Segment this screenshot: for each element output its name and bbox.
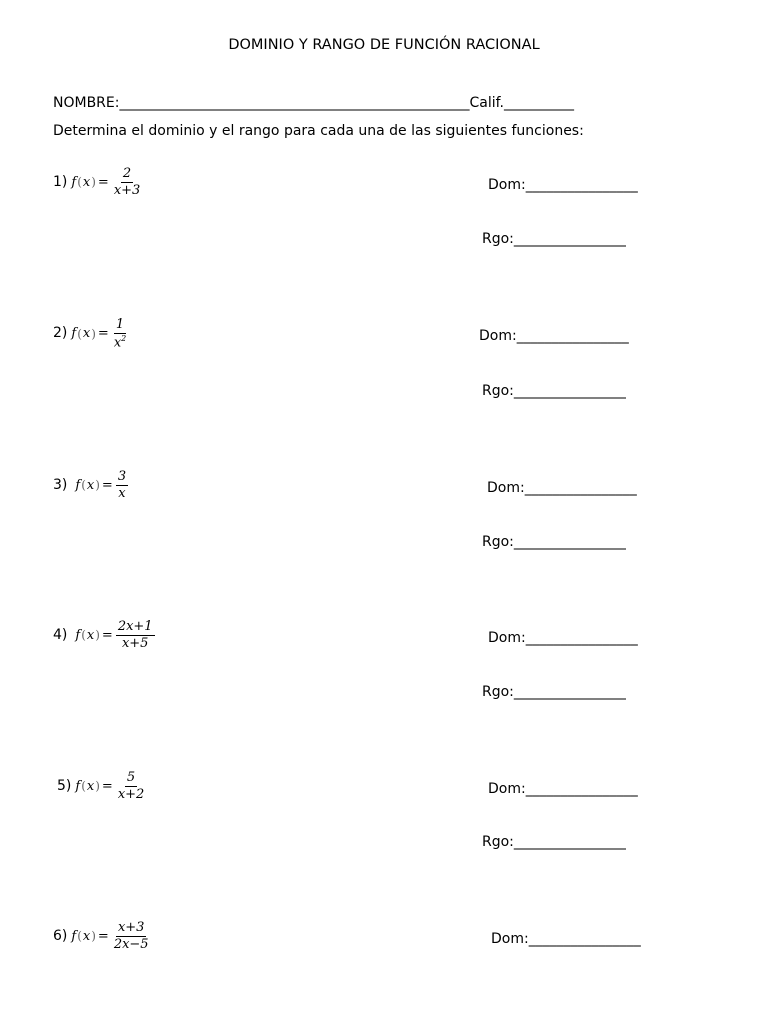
rgo-answer-4: Rgo:________________	[482, 684, 626, 700]
fraction	[116, 620, 155, 650]
function-variable: x	[86, 778, 95, 794]
rgo-answer-2: Rgo:________________	[482, 383, 626, 399]
numerator: 5	[126, 770, 136, 785]
dom-answer-1: Dom:________________	[488, 177, 638, 193]
function-name: f	[71, 174, 77, 190]
dom-answer-4: Dom:________________	[488, 630, 638, 646]
function-name: f	[71, 326, 77, 342]
denominator-base: x	[113, 334, 122, 350]
denominator: x+2	[117, 786, 145, 802]
rgo-answer-5: Rgo:________________	[482, 834, 626, 850]
fraction	[112, 318, 128, 350]
rgo-answer-3: Rgo:________________	[482, 534, 626, 550]
problem-number: 1)	[53, 173, 68, 190]
fraction	[116, 771, 147, 801]
problem-4	[53, 620, 155, 650]
function-variable: x	[86, 477, 95, 493]
dom-answer-5: Dom:________________	[488, 781, 638, 797]
numerator: 2	[122, 166, 132, 181]
dom-answer-3: Dom:________________	[487, 480, 637, 496]
numerator: x+3	[117, 920, 145, 935]
function-expression: f ( x ) = $\frac{x+3}{2x-5}$	[71, 920, 149, 952]
function-variable: x	[86, 627, 95, 643]
function-variable: x	[82, 928, 91, 944]
denominator: 2x−5	[113, 936, 149, 952]
function-name: f	[75, 477, 81, 493]
problem-number: 4)	[53, 626, 68, 643]
function-name: f	[71, 928, 77, 944]
function-expression: f ( x ) = $\frac{1}{x^2}$	[71, 317, 127, 350]
fraction	[112, 921, 151, 951]
numerator: 1	[115, 317, 125, 332]
page-title: DOMINIO Y RANGO DE FUNCIÓN RACIONAL	[228, 37, 540, 53]
function-variable: x	[82, 174, 91, 190]
denominator	[112, 334, 128, 350]
problem-number: 2)	[53, 325, 68, 342]
numerator: 2x+1	[117, 619, 153, 634]
denominator-exponent: 2	[121, 333, 127, 343]
name-grade-line: NOMBRE:__________________________________________________Calif.__________	[53, 95, 574, 111]
fraction	[112, 167, 143, 197]
function-name: f	[75, 627, 81, 643]
denominator: x	[118, 485, 126, 501]
problem-number: 3)	[53, 476, 68, 493]
numerator: 3	[117, 469, 127, 484]
function-expression: f ( x ) = $\frac{2}{x+3}$	[71, 166, 141, 198]
dom-answer-2: Dom:________________	[479, 328, 629, 344]
function-expression: f ( x ) = $\frac{3}{x}$	[75, 469, 127, 501]
function-expression: f ( x ) = $\frac{5}{x+2}$	[75, 770, 145, 802]
problem-1	[53, 167, 142, 197]
dom-answer-6: Dom:________________	[491, 931, 641, 947]
problem-number: 5)	[57, 777, 72, 794]
function-variable: x	[82, 326, 91, 342]
rgo-answer-1: Rgo:________________	[482, 231, 626, 247]
denominator: x+3	[113, 182, 141, 198]
function-name: f	[75, 778, 81, 794]
function-expression: f ( x ) = $\frac{2x+1}{x+5}$	[75, 619, 153, 651]
fraction	[116, 470, 128, 500]
instructions: Determina el dominio y el rango para cada una de las siguientes funciones:	[53, 123, 584, 139]
denominator: x+5	[121, 635, 149, 651]
problem-number: 6)	[53, 927, 68, 944]
problem-5	[57, 771, 146, 801]
problem-2	[53, 318, 128, 350]
problem-3	[53, 470, 128, 500]
problem-6	[53, 921, 151, 951]
